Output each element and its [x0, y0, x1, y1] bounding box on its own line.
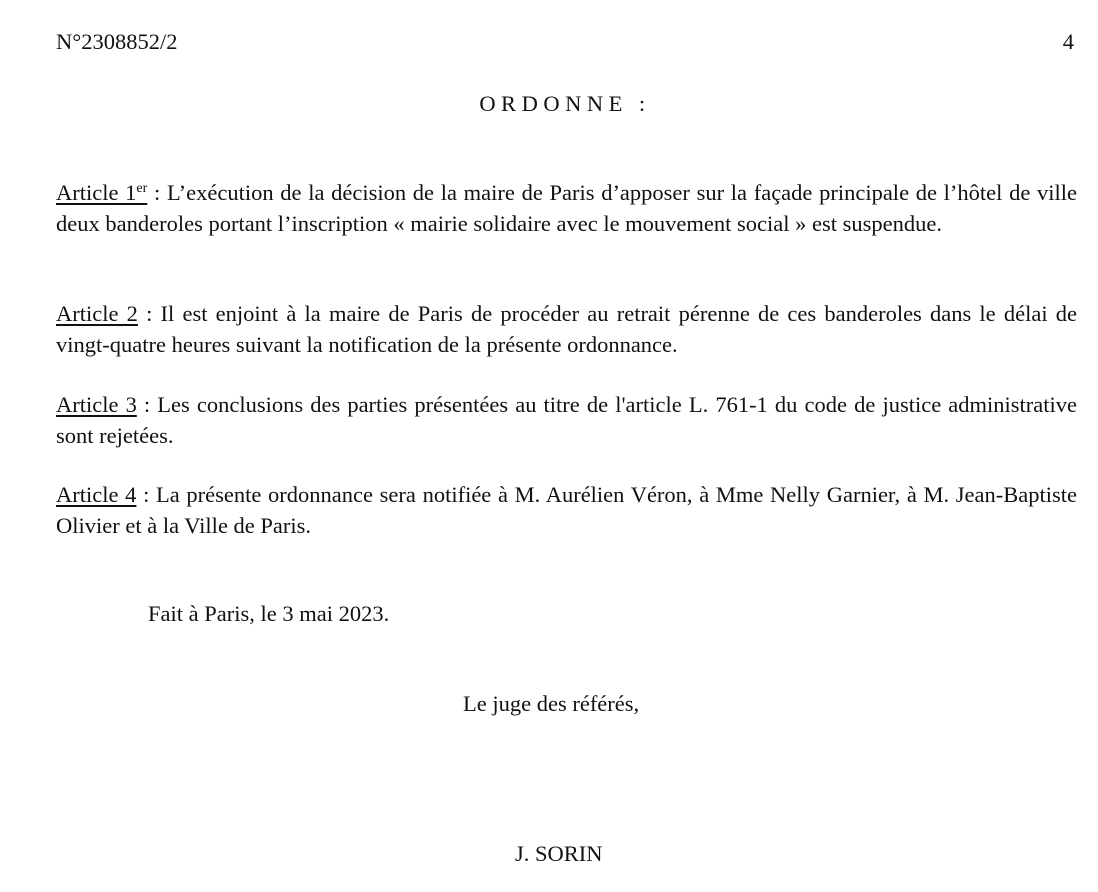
- place-date: Fait à Paris, le 3 mai 2023.: [148, 601, 390, 626]
- article-1-text: : L’exécution de la décision de la maire de Paris d’apposer sur la façade principale de l’hôtel de ville deux banderoles portant l’inscription « mairie solidaire avec le mouvement social » est suspendue.: [56, 180, 1078, 236]
- article-1: [56, 177, 1077, 239]
- article-2-text: : Il est enjoint à la maire de Paris de procéder au retrait pérenne de ces banderoles dans le délai de vingt-quatre heures suivant la notification de la présente ordonnance.: [56, 301, 1078, 357]
- article-3-text: : Les conclusions des parties présentées au titre de l'article L. 761-1 du code de justice administrative sont rejetées.: [56, 392, 1077, 448]
- article-2-label: Article 2: [56, 301, 138, 326]
- article-3-label: Article 3: [56, 392, 137, 417]
- judge-title: Le juge des référés,: [463, 691, 640, 716]
- article-3: [56, 389, 1077, 451]
- article-4-label: Article 4: [56, 482, 137, 507]
- signature-name: J. SORIN: [515, 841, 603, 866]
- article-4-text: : La présente ordonnance sera notifiée à M. Aurélien Véron, à Mme Nelly Garnier, à M. Jean-Baptiste Olivier et à la Ville de Paris.: [56, 482, 1078, 538]
- page-number: 4: [1062, 29, 1074, 54]
- case-number: N°2308852/2: [56, 29, 178, 54]
- article-1-label: Article 1er: [56, 180, 148, 205]
- article-2: [56, 298, 1077, 360]
- ordonne-heading: ORDONNE :: [479, 91, 651, 116]
- article-4: [56, 479, 1077, 541]
- article-1-superscript: er: [136, 181, 148, 196]
